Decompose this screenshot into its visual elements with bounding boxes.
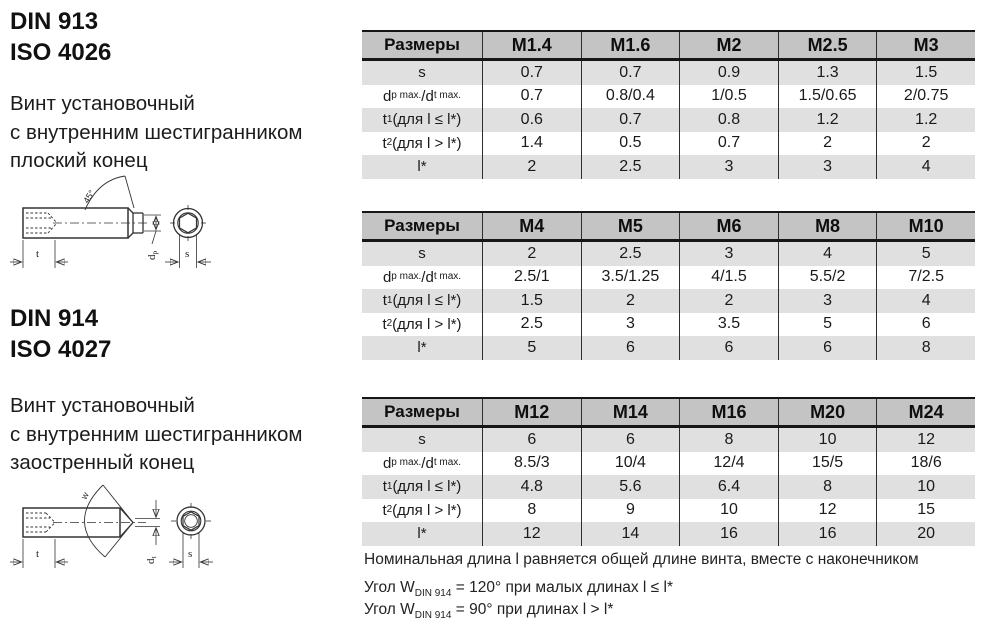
din914-cone-point-drawing xyxy=(8,478,233,578)
table-cell: 3.5/1.25 xyxy=(581,266,680,290)
header-cell-M14: M14 xyxy=(581,399,680,425)
table-cell: 1.5 xyxy=(482,289,581,313)
cone-angle-label: w xyxy=(78,490,91,501)
row-label xyxy=(362,522,482,546)
table-row xyxy=(362,336,975,360)
table-cell: 4.8 xyxy=(482,475,581,499)
table-cell: 8 xyxy=(778,475,877,499)
section-din913-standards xyxy=(10,6,111,68)
label-text: l* xyxy=(417,339,427,357)
table-cell: 4/1.5 xyxy=(679,266,778,290)
dp-dimension xyxy=(144,215,161,244)
d-label-main: d xyxy=(146,254,158,260)
end-view xyxy=(170,205,206,241)
table-cell: 2 xyxy=(876,132,975,156)
header-cell-M20: M20 xyxy=(778,399,877,425)
table-cell: 0.7 xyxy=(482,85,581,109)
flat-diameter-label xyxy=(146,251,159,261)
table-cell: 7/2.5 xyxy=(876,266,975,290)
table-cell: 0.7 xyxy=(482,61,581,85)
table-cell: 8 xyxy=(679,428,778,452)
table-cell: 14 xyxy=(581,522,680,546)
table-cell: 1.3 xyxy=(778,61,877,85)
row-label xyxy=(362,452,482,476)
din913-flat-point-drawing xyxy=(8,168,223,280)
table-cell: 12 xyxy=(778,499,877,523)
row-label xyxy=(362,61,482,85)
header-cell-M12: M12 xyxy=(482,399,581,425)
table-header-row xyxy=(362,211,975,242)
table-cell: 2.5/1 xyxy=(482,266,581,290)
header-cell-M8: M8 xyxy=(778,213,877,239)
section-din914-standards xyxy=(10,303,111,365)
header-cell-sizes: Размеры xyxy=(384,216,460,235)
standard-iso-4027: ISO 4027 xyxy=(10,336,112,363)
dimensions-table-m1p4-m3 xyxy=(362,30,975,179)
table-cell: 1.5/0.65 xyxy=(778,85,877,109)
hex-socket-hidden-lines xyxy=(26,213,57,233)
section-din913-description xyxy=(10,90,303,176)
label-text: Номинальная длина l равняется общей длине винта, вместе с наконечником xyxy=(364,551,919,568)
table-cell: 9 xyxy=(581,499,680,523)
table-cell: 3 xyxy=(679,155,778,179)
table-cell: 6 xyxy=(778,336,877,360)
label-text: /d xyxy=(421,454,434,472)
label-subscript: 1 xyxy=(386,480,393,492)
table-cell: 2.5 xyxy=(581,155,680,179)
table-cell: 5 xyxy=(876,242,975,266)
table-row xyxy=(362,428,975,452)
table-cell: 0.6 xyxy=(482,108,581,132)
label-text: t xyxy=(382,111,387,129)
label-subscript: 2 xyxy=(386,504,393,516)
table-cell: 3 xyxy=(778,289,877,313)
header-cell-M2.5: M2.5 xyxy=(778,32,877,58)
table-row xyxy=(362,132,975,156)
description-line: Винт установочный xyxy=(10,394,195,417)
table-cell: 15 xyxy=(876,499,975,523)
label-text: s xyxy=(418,245,426,263)
label-text: (для l ≤ l*) xyxy=(392,111,462,129)
chamfer-angle-label: 45° xyxy=(81,188,97,206)
header-cell-M4: M4 xyxy=(482,213,581,239)
label-text: (для l > l*) xyxy=(392,134,462,152)
label-subscript: t max. xyxy=(433,457,462,469)
table-cell: 0.8 xyxy=(679,108,778,132)
table-cell: 4 xyxy=(778,242,877,266)
table-cell: 6 xyxy=(679,336,778,360)
label-subscript: p max. xyxy=(391,90,422,102)
note-angle-90 xyxy=(364,601,613,621)
table-cell: 1.4 xyxy=(482,132,581,156)
table-cell: 10 xyxy=(778,428,877,452)
table-cell: 4 xyxy=(876,289,975,313)
table-cell: 12 xyxy=(876,428,975,452)
header-cell-M3: M3 xyxy=(876,32,975,58)
table-cell: 0.9 xyxy=(679,61,778,85)
header-cell-M24: M24 xyxy=(876,399,975,425)
table-cell: 0.7 xyxy=(581,61,680,85)
table-cell: 8 xyxy=(876,336,975,360)
table-cell: 3 xyxy=(778,155,877,179)
end-view xyxy=(171,503,211,539)
note-nominal-length xyxy=(364,551,919,569)
label-subscript: DIN 914 xyxy=(414,610,452,622)
dimensions-table-m12-m24 xyxy=(362,397,975,546)
row-label xyxy=(362,108,482,132)
header-cell-M1.4: M1.4 xyxy=(482,32,581,58)
table-cell: 18/6 xyxy=(876,452,975,476)
row-label xyxy=(362,336,482,360)
table-row xyxy=(362,289,975,313)
table-row xyxy=(362,452,975,476)
table-cell: 2 xyxy=(482,242,581,266)
row-label xyxy=(362,475,482,499)
label-text: s xyxy=(418,64,426,82)
label-subscript: 1 xyxy=(386,294,393,306)
hex-size-label: s xyxy=(185,248,190,260)
table-cell: 6.4 xyxy=(679,475,778,499)
table-row xyxy=(362,499,975,523)
table-header-row xyxy=(362,397,975,428)
label-text: d xyxy=(382,87,392,105)
table-row xyxy=(362,266,975,290)
label-subscript: DIN 914 xyxy=(414,588,452,600)
table-cell: 2.5 xyxy=(482,313,581,337)
row-label xyxy=(362,242,482,266)
d-label-sub: t xyxy=(149,556,158,559)
header-cell-M2: M2 xyxy=(679,32,778,58)
table-cell: 10/4 xyxy=(581,452,680,476)
label-text: /d xyxy=(421,268,434,286)
table-cell: 3.5 xyxy=(679,313,778,337)
label-text: (для l > l*) xyxy=(392,315,462,333)
dimensions-table-m4-m10 xyxy=(362,211,975,360)
table-row xyxy=(362,242,975,266)
socket-depth-label: t xyxy=(36,548,40,560)
table-cell: 6 xyxy=(581,428,680,452)
table-cell: 1/0.5 xyxy=(679,85,778,109)
note-angle-120 xyxy=(364,579,673,599)
label-text: t xyxy=(382,315,387,333)
description-line: с внутренним шестигранником xyxy=(10,422,303,446)
table-cell: 16 xyxy=(778,522,877,546)
table-cell: 12 xyxy=(482,522,581,546)
label-text: t xyxy=(382,292,387,310)
label-subscript: t max. xyxy=(433,90,462,102)
table-row xyxy=(362,522,975,546)
header-cell-M5: M5 xyxy=(581,213,680,239)
table-cell: 4 xyxy=(876,155,975,179)
description-line: плоский конец xyxy=(10,149,148,172)
table-cell: 2/0.75 xyxy=(876,85,975,109)
label-text: t xyxy=(382,501,387,519)
header-cell-sizes: Размеры xyxy=(384,402,460,421)
table-cell: 10 xyxy=(679,499,778,523)
label-text: d xyxy=(382,268,392,286)
table-cell: 3 xyxy=(679,242,778,266)
table-cell: 5.6 xyxy=(581,475,680,499)
standard-din-913: DIN 913 xyxy=(10,8,99,35)
header-cell-M1.6: M1.6 xyxy=(581,32,680,58)
label-text: = 90° при длинах l > l* xyxy=(451,601,614,618)
label-text: t xyxy=(382,134,387,152)
row-label xyxy=(362,289,482,313)
table-cell: 0.7 xyxy=(679,132,778,156)
table-row xyxy=(362,85,975,109)
table-row xyxy=(362,155,975,179)
table-row xyxy=(362,108,975,132)
row-label xyxy=(362,85,482,109)
row-label xyxy=(362,155,482,179)
label-subscript: p max. xyxy=(391,271,422,283)
table-cell: 10 xyxy=(876,475,975,499)
table-cell: 5 xyxy=(482,336,581,360)
table-cell: 2.5 xyxy=(581,242,680,266)
label-text: l* xyxy=(417,158,427,176)
table-cell: 0.7 xyxy=(581,108,680,132)
table-cell: 6 xyxy=(581,336,680,360)
table-cell: 2 xyxy=(679,289,778,313)
label-text: (для l ≤ l*) xyxy=(392,292,462,310)
hex-socket-hidden-lines xyxy=(26,513,55,532)
standard-iso-4026: ISO 4026 xyxy=(10,39,112,66)
label-text: /d xyxy=(421,87,434,105)
label-subscript: 2 xyxy=(386,318,393,330)
table-cell: 2 xyxy=(778,132,877,156)
hex-size-label: s xyxy=(188,548,193,560)
table-cell: 20 xyxy=(876,522,975,546)
standard-din-914: DIN 914 xyxy=(10,305,99,332)
table-cell: 2 xyxy=(482,155,581,179)
table-cell: 1.2 xyxy=(876,108,975,132)
description-line: Винт установочный xyxy=(10,92,195,115)
label-text: Угол W xyxy=(364,601,415,618)
header-cell-sizes: Размеры xyxy=(384,35,460,54)
table-cell: 12/4 xyxy=(679,452,778,476)
table-cell: 0.8/0.4 xyxy=(581,85,680,109)
header-cell-M6: M6 xyxy=(679,213,778,239)
label-text: (для l ≤ l*) xyxy=(392,478,462,496)
table-cell: 3 xyxy=(581,313,680,337)
row-label xyxy=(362,428,482,452)
label-text: = 120° при малых длинах l ≤ l* xyxy=(451,579,673,596)
table-cell: 1.2 xyxy=(778,108,877,132)
section-din914-description xyxy=(10,392,303,478)
label-text: Угол W xyxy=(364,579,415,596)
table-row xyxy=(362,61,975,85)
table-cell: 15/5 xyxy=(778,452,877,476)
table-cell: 0.5 xyxy=(581,132,680,156)
label-subscript: 2 xyxy=(386,137,393,149)
table-cell: 2 xyxy=(581,289,680,313)
label-text: t xyxy=(382,478,387,496)
table-cell: 1.5 xyxy=(876,61,975,85)
d-label-main: d xyxy=(145,558,157,564)
label-text: l* xyxy=(417,525,427,543)
table-row xyxy=(362,313,975,337)
header-cell-M16: M16 xyxy=(679,399,778,425)
tip-diameter-label xyxy=(145,556,158,565)
socket-depth-label: t xyxy=(36,248,40,260)
table-cell: 16 xyxy=(679,522,778,546)
label-subscript: p max. xyxy=(391,457,422,469)
description-line: заостренный конец xyxy=(10,451,195,474)
table-cell: 6 xyxy=(482,428,581,452)
row-label xyxy=(362,313,482,337)
row-label xyxy=(362,132,482,156)
table-header-row xyxy=(362,30,975,61)
table-cell: 8.5/3 xyxy=(482,452,581,476)
d-label-sub: p xyxy=(150,250,159,255)
header-cell-M10: M10 xyxy=(876,213,975,239)
table-cell: 8 xyxy=(482,499,581,523)
label-text: d xyxy=(382,454,392,472)
label-subscript: t max. xyxy=(433,271,462,283)
row-label xyxy=(362,266,482,290)
label-subscript: 1 xyxy=(386,113,393,125)
description-line: с внутренним шестигранником xyxy=(10,120,303,144)
row-label xyxy=(362,499,482,523)
label-text: s xyxy=(418,431,426,449)
label-text: (для l > l*) xyxy=(392,501,462,519)
table-cell: 6 xyxy=(876,313,975,337)
table-cell: 5 xyxy=(778,313,877,337)
table-cell: 5.5/2 xyxy=(778,266,877,290)
table-row xyxy=(362,475,975,499)
